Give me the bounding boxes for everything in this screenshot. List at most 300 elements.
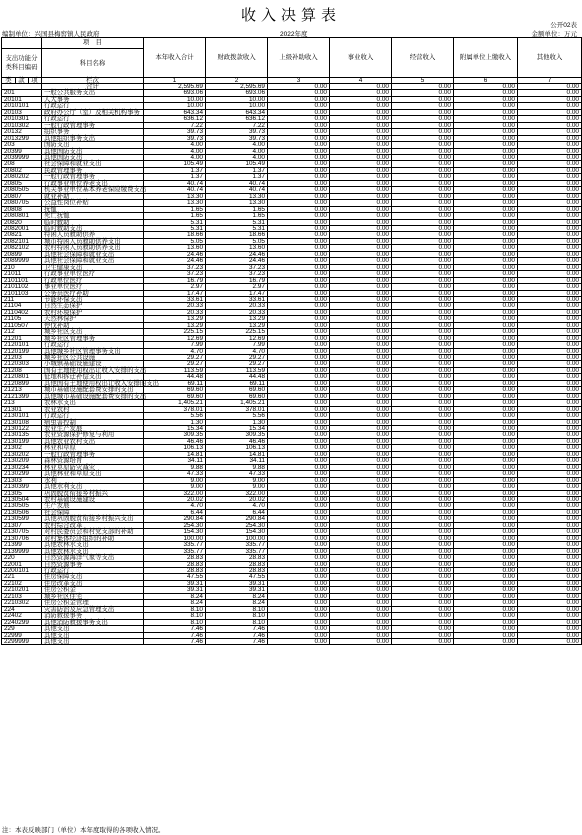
row-code: 2130599 (2, 516, 42, 522)
row-total: 14.81 (144, 451, 206, 457)
row-zero: 0.00 (518, 419, 582, 425)
row-zero: 0.00 (330, 497, 392, 503)
row-name: 组织事务 (42, 129, 144, 135)
row-zero: 0.00 (392, 232, 454, 238)
row-fiscal: 1.37 (206, 174, 268, 180)
row-total: 13.30 (144, 193, 206, 199)
row-fiscal: 47.33 (206, 471, 268, 477)
row-fiscal: 9.88 (206, 464, 268, 470)
row-zero: 0.00 (392, 387, 454, 393)
row-zero: 0.00 (268, 516, 330, 522)
row-fiscal: 378.01 (206, 406, 268, 412)
row-zero: 0.00 (330, 167, 392, 173)
row-zero: 0.00 (518, 516, 582, 522)
row-name: 自然资源事务 (42, 561, 144, 567)
row-zero: 0.00 (392, 361, 454, 367)
row-fiscal: 643.34 (206, 109, 268, 115)
row-zero: 0.00 (518, 167, 582, 173)
row-name: 行政事业单位养老支出 (42, 180, 144, 186)
total-value: 2,595.69 (144, 84, 206, 90)
row-name: 其他组织事务支出 (42, 135, 144, 141)
row-zero: 0.00 (454, 322, 518, 328)
row-fiscal: 1.65 (206, 206, 268, 212)
row-zero: 0.00 (330, 109, 392, 115)
row-name: 农业生产发展 (42, 426, 144, 432)
row-zero: 0.00 (454, 587, 518, 593)
row-zero: 0.00 (392, 522, 454, 528)
row-zero: 0.00 (268, 342, 330, 348)
row-zero: 0.00 (392, 393, 454, 399)
row-fiscal: 9.00 (206, 484, 268, 490)
row-zero: 0.00 (330, 632, 392, 638)
row-zero: 0.00 (392, 367, 454, 373)
row-name: 其他城乡社区管理事务支出 (42, 348, 144, 354)
row-fiscal: 1.37 (206, 167, 268, 173)
col-num-5: 5 (392, 78, 454, 84)
header-section: 款 (16, 78, 29, 83)
row-name: 农村综合改革 (42, 522, 144, 528)
row-zero: 0.00 (454, 438, 518, 444)
row-total: 636.12 (144, 116, 206, 122)
row-zero: 0.00 (330, 361, 392, 367)
row-zero: 0.00 (330, 303, 392, 309)
row-code: 20802 (2, 167, 42, 173)
row-zero: 0.00 (454, 567, 518, 573)
row-total: 9.00 (144, 484, 206, 490)
row-zero: 0.00 (268, 471, 330, 477)
row-code: 2130504 (2, 497, 42, 503)
row-zero: 0.00 (518, 329, 582, 335)
row-total: 47.33 (144, 471, 206, 477)
row-zero: 0.00 (454, 432, 518, 438)
row-fiscal: 4.70 (206, 503, 268, 509)
row-name: 天然林保护 (42, 316, 144, 322)
row-zero: 0.00 (330, 426, 392, 432)
row-fiscal: 39.73 (206, 135, 268, 141)
row-zero: 0.00 (392, 316, 454, 322)
row-zero: 0.00 (454, 374, 518, 380)
row-code: 22402 (2, 613, 42, 619)
row-zero: 0.00 (268, 245, 330, 251)
row-zero: 0.00 (330, 561, 392, 567)
row-code: 20103 (2, 109, 42, 115)
row-zero: 0.00 (454, 103, 518, 109)
row-zero: 0.00 (392, 342, 454, 348)
row-code: 20101 (2, 96, 42, 102)
row-zero: 0.00 (518, 477, 582, 483)
row-zero: 0.00 (268, 387, 330, 393)
row-zero: 0.00 (454, 451, 518, 457)
row-zero: 0.00 (518, 154, 582, 160)
row-zero: 0.00 (392, 122, 454, 128)
row-total: 29.27 (144, 361, 206, 367)
row-fiscal: 322.00 (206, 490, 268, 496)
row-zero: 0.00 (268, 400, 330, 406)
row-total: 13.30 (144, 200, 206, 206)
row-zero: 0.00 (330, 445, 392, 451)
row-zero: 0.00 (518, 129, 582, 135)
row-zero: 0.00 (454, 580, 518, 586)
row-zero: 0.00 (454, 593, 518, 599)
row-total: 20.02 (144, 497, 206, 503)
row-zero: 0.00 (392, 464, 454, 470)
row-zero: 0.00 (268, 271, 330, 277)
row-zero: 0.00 (330, 187, 392, 193)
row-zero: 0.00 (454, 251, 518, 257)
row-total: 7.22 (144, 122, 206, 128)
row-name: 抚恤 (42, 206, 144, 212)
row-zero: 0.00 (330, 174, 392, 180)
row-zero: 0.00 (392, 419, 454, 425)
row-zero: 0.00 (518, 206, 582, 212)
row-zero: 0.00 (392, 529, 454, 535)
row-zero: 0.00 (392, 161, 454, 167)
row-zero: 0.00 (454, 535, 518, 541)
row-zero: 0.00 (392, 638, 454, 644)
row-zero: 0.00 (518, 277, 582, 283)
row-zero: 0.00 (518, 387, 582, 393)
row-zero: 0.00 (454, 600, 518, 606)
row-zero: 0.00 (392, 619, 454, 625)
row-zero: 0.00 (330, 555, 392, 561)
col-num-1: 1 (144, 78, 206, 84)
row-zero: 0.00 (392, 238, 454, 244)
row-zero: 0.00 (268, 393, 330, 399)
row-zero: 0.00 (268, 154, 330, 160)
row-zero: 0.00 (518, 335, 582, 341)
row-zero: 0.00 (268, 413, 330, 419)
row-zero: 0.00 (392, 606, 454, 612)
row-zero: 0.00 (454, 271, 518, 277)
row-zero: 0.00 (518, 380, 582, 386)
row-name: 住房改革支出 (42, 580, 144, 586)
total-label: 合计 (42, 84, 144, 90)
row-zero: 0.00 (268, 277, 330, 283)
row-zero: 0.00 (268, 600, 330, 606)
row-total: 4.70 (144, 348, 206, 354)
row-zero: 0.00 (454, 284, 518, 290)
row-zero: 0.00 (454, 116, 518, 122)
row-zero: 0.00 (268, 296, 330, 302)
row-zero: 0.00 (268, 180, 330, 186)
row-code: 21104 (2, 303, 42, 309)
row-zero: 0.00 (392, 245, 454, 251)
row-zero: 0.00 (268, 309, 330, 315)
row-fiscal: 290.84 (206, 516, 268, 522)
row-zero: 0.00 (268, 451, 330, 457)
row-zero: 0.00 (518, 535, 582, 541)
row-fiscal: 6.44 (206, 509, 268, 515)
header-item-name: 科目名称 (42, 49, 144, 78)
row-zero: 0.00 (268, 348, 330, 354)
row-zero: 0.00 (518, 509, 582, 515)
row-zero: 0.00 (518, 445, 582, 451)
row-code: 2080705 (2, 200, 42, 206)
row-name: 其他支出 (42, 638, 144, 644)
row-zero: 0.00 (392, 284, 454, 290)
row-code: 22103 (2, 593, 42, 599)
row-zero: 0.00 (518, 374, 582, 380)
row-total: 15.34 (144, 426, 206, 432)
row-name: 小城镇基础设施建设 (42, 361, 144, 367)
row-zero: 0.00 (268, 122, 330, 128)
row-zero: 0.00 (330, 626, 392, 632)
row-zero: 0.00 (454, 309, 518, 315)
form-number: 公开02表 (550, 22, 577, 29)
row-zero: 0.00 (454, 90, 518, 96)
row-zero: 0.00 (330, 213, 392, 219)
row-name: 其他农林水支出 (42, 548, 144, 554)
row-zero: 0.00 (330, 342, 392, 348)
row-fiscal: 5.56 (206, 413, 268, 419)
row-name: 住房公积金管理 (42, 600, 144, 606)
row-name: 行政运行 (42, 567, 144, 573)
header-col-5: 经营收入 (392, 38, 454, 78)
row-zero: 0.00 (392, 193, 454, 199)
row-zero: 0.00 (454, 503, 518, 509)
row-zero: 0.00 (330, 593, 392, 599)
row-name: 城市基础设施配套费安排的支出 (42, 387, 144, 393)
row-name: 灾害防治及应急管理支出 (42, 606, 144, 612)
row-zero: 0.00 (518, 213, 582, 219)
row-zero: 0.00 (518, 271, 582, 277)
row-code: 2139999 (2, 548, 42, 554)
row-zero: 0.00 (330, 464, 392, 470)
row-total: 20.33 (144, 303, 206, 309)
row-name: 农业资源保护修复与利用 (42, 432, 144, 438)
row-zero: 0.00 (268, 497, 330, 503)
row-zero: 0.00 (330, 400, 392, 406)
row-zero: 0.00 (268, 464, 330, 470)
row-zero: 0.00 (392, 471, 454, 477)
row-code: 22102 (2, 580, 42, 586)
row-zero: 0.00 (330, 322, 392, 328)
row-code: 2130101 (2, 413, 42, 419)
row-zero: 0.00 (330, 529, 392, 535)
row-fiscal: 8.24 (206, 593, 268, 599)
row-code: 2039999 (2, 154, 42, 160)
row-total: 5.31 (144, 225, 206, 231)
row-code: 22999 (2, 632, 42, 638)
row-zero: 0.00 (454, 626, 518, 632)
row-name: 一般行政管理事务 (42, 451, 144, 457)
row-zero: 0.00 (392, 542, 454, 548)
row-zero: 0.00 (268, 477, 330, 483)
row-zero: 0.00 (392, 96, 454, 102)
row-fiscal: 17.47 (206, 290, 268, 296)
row-name: 农村特困人员救助供养支出 (42, 245, 144, 251)
row-total: 8.24 (144, 600, 206, 606)
row-code: 2130705 (2, 529, 42, 535)
row-zero: 0.00 (392, 251, 454, 257)
row-zero: 0.00 (454, 361, 518, 367)
row-zero: 0.00 (268, 445, 330, 451)
row-zero: 0.00 (268, 542, 330, 548)
row-code: 21208 (2, 367, 42, 373)
row-code: 2082101 (2, 238, 42, 244)
row-zero: 0.00 (518, 258, 582, 264)
row-zero: 0.00 (330, 619, 392, 625)
row-zero: 0.00 (392, 374, 454, 380)
row-zero: 0.00 (268, 361, 330, 367)
row-fiscal: 16.79 (206, 277, 268, 283)
row-name: 临时救助支出 (42, 225, 144, 231)
row-fiscal: 69.11 (206, 380, 268, 386)
row-code: 213 (2, 400, 42, 406)
row-code: 211 (2, 296, 42, 302)
header-item-blank (2, 38, 42, 49)
footnote: 注：本表反映部门（单位）本年度取得的各项收入情况。 (2, 827, 165, 834)
row-zero: 0.00 (454, 200, 518, 206)
row-total: 1.37 (144, 174, 206, 180)
header-col-6: 附属单位上缴收入 (454, 38, 518, 78)
row-code: 2101101 (2, 277, 42, 283)
row-zero: 0.00 (330, 245, 392, 251)
row-code: 2010301 (2, 116, 42, 122)
row-fiscal: 37.23 (206, 271, 268, 277)
row-zero: 0.00 (518, 426, 582, 432)
row-zero: 0.00 (392, 587, 454, 593)
row-total: 10.00 (144, 103, 206, 109)
row-zero: 0.00 (454, 619, 518, 625)
row-code: 22001 (2, 561, 42, 567)
row-name: 行政运行 (42, 116, 144, 122)
row-zero: 0.00 (518, 148, 582, 154)
row-zero: 0.00 (454, 167, 518, 173)
row-fiscal: 4.00 (206, 148, 268, 154)
row-zero: 0.00 (518, 251, 582, 257)
row-zero: 0.00 (268, 109, 330, 115)
row-zero: 0.00 (454, 387, 518, 393)
row-zero: 0.00 (330, 154, 392, 160)
row-zero: 0.00 (454, 187, 518, 193)
row-zero: 0.00 (330, 258, 392, 264)
row-zero: 0.00 (330, 90, 392, 96)
row-zero: 0.00 (268, 96, 330, 102)
row-fiscal: 5.05 (206, 238, 268, 244)
row-fiscal: 24.46 (206, 251, 268, 257)
row-total: 47.55 (144, 574, 206, 580)
row-zero: 0.00 (268, 574, 330, 580)
row-zero: 0.00 (392, 426, 454, 432)
row-zero: 0.00 (454, 490, 518, 496)
row-zero: 0.00 (330, 238, 392, 244)
row-zero: 0.00 (268, 258, 330, 264)
row-zero: 0.00 (268, 200, 330, 206)
row-zero: 0.00 (392, 225, 454, 231)
row-zero: 0.00 (518, 122, 582, 128)
row-zero: 0.00 (268, 638, 330, 644)
row-zero: 0.00 (330, 374, 392, 380)
row-zero: 0.00 (518, 567, 582, 573)
row-fiscal: 7.46 (206, 632, 268, 638)
row-code: 21201 (2, 335, 42, 341)
row-zero: 0.00 (454, 406, 518, 412)
row-zero: 0.00 (518, 322, 582, 328)
row-zero: 0.00 (454, 213, 518, 219)
row-zero: 0.00 (392, 303, 454, 309)
row-zero: 0.00 (330, 548, 392, 554)
row-zero: 0.00 (518, 142, 582, 148)
row-zero: 0.00 (454, 174, 518, 180)
row-zero: 0.00 (268, 529, 330, 535)
row-zero: 0.00 (330, 329, 392, 335)
row-zero: 0.00 (268, 290, 330, 296)
row-zero: 0.00 (454, 129, 518, 135)
row-code: 21213 (2, 387, 42, 393)
row-total: 8.10 (144, 619, 206, 625)
row-total: 335.77 (144, 542, 206, 548)
row-zero: 0.00 (330, 503, 392, 509)
row-name: 巩固脱贫衔接乡村振兴 (42, 490, 144, 496)
row-code: 2121399 (2, 393, 42, 399)
table-row (2, 638, 582, 644)
row-total: 39.73 (144, 135, 206, 141)
row-zero: 0.00 (518, 174, 582, 180)
row-total: 6.44 (144, 509, 206, 515)
income-table (1, 37, 582, 645)
row-fiscal: 8.24 (206, 600, 268, 606)
row-zero: 0.00 (330, 393, 392, 399)
row-name: 农村基础设施建设 (42, 497, 144, 503)
row-fiscal: 4.70 (206, 348, 268, 354)
row-total: 20.33 (144, 309, 206, 315)
row-name: 社会保障 (42, 509, 144, 515)
row-zero: 0.00 (392, 180, 454, 186)
row-zero: 0.00 (268, 606, 330, 612)
row-code: 20805 (2, 180, 42, 186)
row-fiscal: 13.29 (206, 322, 268, 328)
header-func-class: 支出功能分类科目编码 (2, 49, 42, 78)
row-zero: 0.00 (392, 432, 454, 438)
row-code: 2120303 (2, 361, 42, 367)
row-zero: 0.00 (330, 413, 392, 419)
row-zero: 0.00 (330, 535, 392, 541)
row-zero: 0.00 (268, 264, 330, 270)
row-zero: 0.00 (330, 225, 392, 231)
header-column-no: 栏次 (42, 78, 144, 84)
row-name: 城乡社区公共设施 (42, 355, 144, 361)
row-zero: 0.00 (268, 174, 330, 180)
row-zero: 0.00 (392, 516, 454, 522)
row-zero: 0.00 (518, 225, 582, 231)
row-total: 24.46 (144, 258, 206, 264)
row-fiscal: 7.46 (206, 638, 268, 644)
row-name: 事业单位医疗 (42, 284, 144, 290)
row-total: 5.05 (144, 238, 206, 244)
row-zero: 0.00 (268, 167, 330, 173)
row-fiscal: 335.77 (206, 548, 268, 554)
row-zero: 0.00 (518, 103, 582, 109)
row-total: 2.97 (144, 284, 206, 290)
row-zero: 0.00 (330, 613, 392, 619)
row-name: 死亡抚恤 (42, 213, 144, 219)
row-fiscal: 39.31 (206, 580, 268, 586)
row-total: 40.74 (144, 187, 206, 193)
row-zero: 0.00 (268, 238, 330, 244)
row-zero: 0.00 (268, 161, 330, 167)
row-zero: 0.00 (392, 445, 454, 451)
row-zero: 0.00 (392, 438, 454, 444)
row-name: 特困人员救助供养 (42, 232, 144, 238)
row-zero: 0.00 (392, 277, 454, 283)
row-zero: 0.00 (454, 419, 518, 425)
row-zero: 0.00 (518, 451, 582, 457)
row-name: 行政运行 (42, 413, 144, 419)
row-code: 20821 (2, 232, 42, 238)
col-num-3: 3 (268, 78, 330, 84)
row-zero: 0.00 (454, 180, 518, 186)
